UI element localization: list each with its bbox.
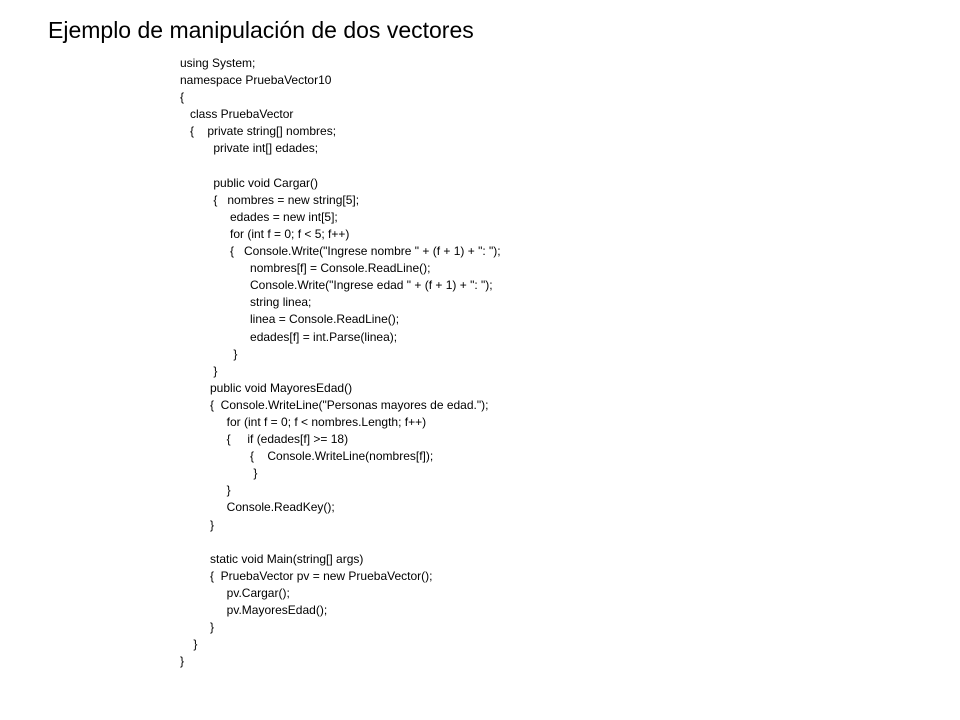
- code-line: using System;: [180, 56, 256, 70]
- code-line: }: [180, 483, 231, 498]
- code-line: }: [180, 620, 215, 635]
- code-line: pv.MayoresEdad();: [180, 603, 328, 617]
- code-line: [180, 534, 501, 551]
- code-line: namespace PruebaVector10: [180, 73, 332, 88]
- code-line: Console.Write("Ingrese edad " + (f + 1) + ": ");: [180, 278, 493, 293]
- code-line: edades[f] = int.Parse(linea);: [180, 329, 398, 344]
- code-line: }: [180, 363, 218, 378]
- code-line: { if (edades[f] >= 18): [180, 432, 349, 447]
- code-line: pv.Cargar();: [180, 585, 290, 600]
- code-line: edades = new int[5];: [180, 209, 338, 224]
- code-line: private int[] edades;: [180, 141, 319, 156]
- slide-title: Ejemplo de manipulación de dos vectores: [48, 17, 474, 43]
- code-line: { Console.WriteLine("Personas mayores de edad.");: [180, 397, 489, 412]
- code-line: [180, 158, 501, 175]
- code-line: for (int f = 0; f < 5; f++): [180, 226, 350, 241]
- code-line: string linea;: [180, 295, 312, 310]
- code-line: Console.ReadKey();: [180, 500, 335, 515]
- code-line: { private string[] nombres;: [180, 124, 337, 139]
- code-line: { nombres = new string[5];: [180, 192, 360, 207]
- code-line: }: [180, 346, 238, 361]
- code-line: }: [180, 637, 198, 652]
- code-line: { PruebaVector pv = new PruebaVector();: [180, 568, 433, 583]
- code-line: { Console.WriteLine(nombres[f]);: [180, 449, 434, 464]
- code-line: {: [180, 90, 185, 105]
- code-line: public void Cargar(): [180, 175, 319, 190]
- code-line: public void MayoresEdad(): [180, 380, 353, 395]
- code-line: { Console.Write("Ingrese nombre " + (f + 1) + ": ");: [180, 244, 501, 259]
- code-line: for (int f = 0; f < nombres.Length; f++): [180, 414, 427, 429]
- code-line: }: [180, 517, 215, 532]
- code-line: }: [180, 654, 185, 669]
- code-line: }: [180, 466, 258, 481]
- code-line: nombres[f] = Console.ReadLine();: [180, 261, 431, 276]
- code-line: linea = Console.ReadLine();: [180, 312, 400, 327]
- code-block: [180, 55, 501, 670]
- code-line: class PruebaVector: [180, 107, 294, 122]
- code-line: static void Main(string[] args): [180, 551, 364, 566]
